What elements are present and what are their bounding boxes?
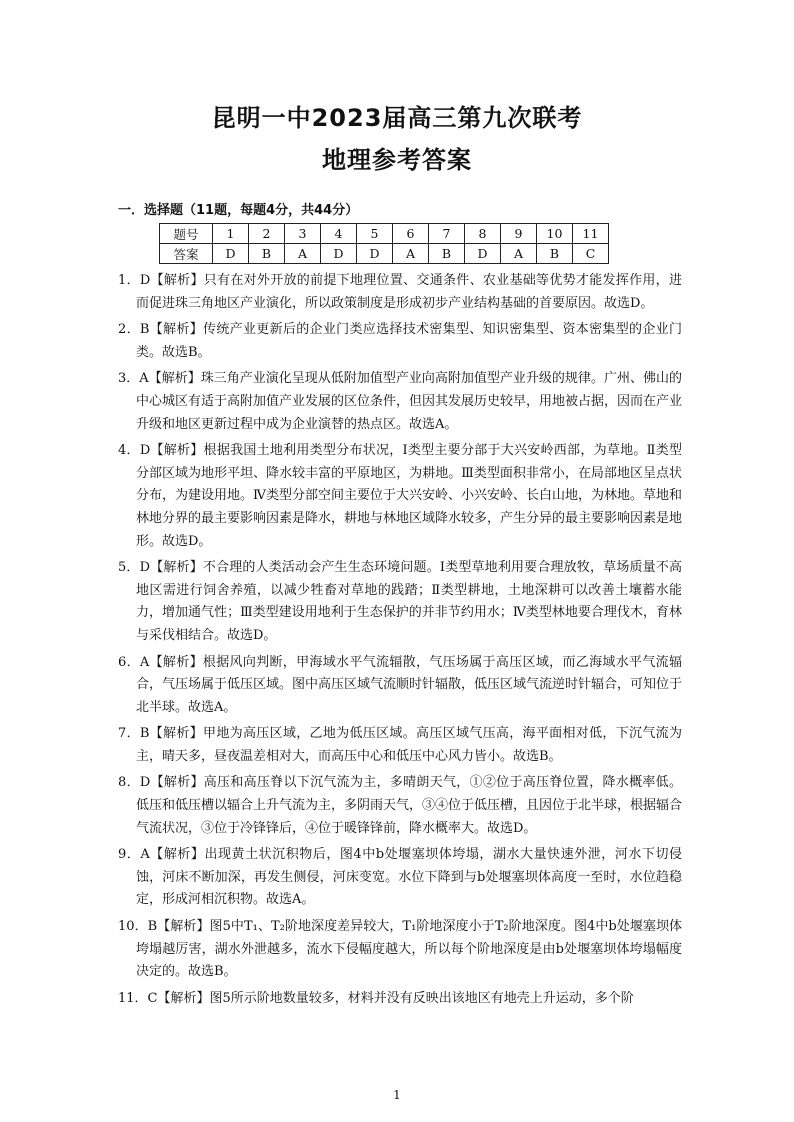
question-number-cell: 1 (213, 224, 249, 244)
explanation-item (118, 652, 682, 720)
answer-cell: A (393, 244, 429, 264)
question-number-cell: 3 (285, 224, 321, 244)
answer-cell: A (501, 244, 537, 264)
answer-cell: B (429, 244, 465, 264)
explanation-item (118, 916, 682, 984)
explanation-item (118, 319, 682, 364)
explanation-item (118, 988, 682, 1011)
page-number: 1 (393, 1088, 401, 1102)
question-number-cell: 6 (393, 224, 429, 244)
answer-cell: D (321, 244, 357, 264)
question-number-cell: 2 (249, 224, 285, 244)
answer-cell: D (213, 244, 249, 264)
answer-cell: D (465, 244, 501, 264)
question-number-cell: 8 (465, 224, 501, 244)
item-text: B【解析】传统产业更新后的企业门类应选择技术密集型、知识密集型、资本密集型的企业门类。故选B。 (136, 322, 682, 360)
item-number: 6． (118, 654, 140, 670)
answer-explanations (118, 270, 682, 1014)
question-number-cell: 9 (501, 224, 537, 244)
item-text: B【解析】甲地为高压区域，乙地为低压区域。高压区域气压高，海平面相对低，下沉气流为主，晴天多，昼夜温差相对大，而高压中心和低压中心风力皆小。故选B。 (136, 726, 682, 764)
item-text: C【解析】图5所示阶地数量较多，材料并没有反映出该地区有地壳上升运动，多个阶 (147, 990, 634, 1006)
answer-table-answer-row (160, 244, 609, 264)
item-number: 7． (118, 726, 140, 742)
header-label-cell: 题号 (160, 224, 213, 244)
answer-cell: A (285, 244, 321, 264)
answer-cell: D (357, 244, 393, 264)
item-text: D【解析】不合理的人类活动会产生生态环境问题。Ⅰ类型草地利用要合理放牧，草场质量不高地区需进行饲舍养殖，以减少牲畜对草地的践踏；Ⅱ类型耕地，土地深耕可以改善土壤蓄水能力，增加通气性；Ⅲ类型建设用地利于生态保护的并非节约用水；Ⅳ类型林地要合理伐木，育林与采伐相结合。故选D。 (136, 560, 682, 643)
item-number: 11． (118, 990, 148, 1006)
answer-cell: C (573, 244, 609, 264)
question-number-cell: 11 (573, 224, 609, 244)
item-text: A【解析】根据风向判断，甲海域水平气流辐散，气压场属于高压区域，而乙海域水平气流辐合，气压场属于低压区域。图中高压区域气流顺时针辐散，低压区域气流逆时针辐合，可知位于北半球。故选A。 (136, 654, 683, 715)
explanation-item (118, 772, 682, 840)
item-number: 8． (118, 775, 140, 791)
section-title: 一．选择题（11题，每题4分，共44分） (118, 203, 359, 218)
explanation-item (118, 440, 682, 553)
item-number: 5． (118, 560, 140, 576)
item-text: A【解析】出现黄土状沉积物后，图4中b处堰塞坝体垮塌，湖水大量快速外泄，河水下切侵蚀，河床不断加深，再发生侧侵，河床变宽。水位下降到与b处堰塞坝体高度一至时，水位趋稳定，形成河相沉积物。故选A。 (136, 847, 682, 908)
document-title: 昆明一中2023届高三第九次联考 (211, 104, 583, 132)
item-number: 1． (118, 273, 140, 288)
item-text: D【解析】只有在对外开放的前提下地理位置、交通条件、农业基础等优势才能发挥作用，进而促进珠三角地区产业演化，所以政策制度是形成初步产业结构基础的首要原因。故选D。 (136, 273, 682, 311)
answer-cell: B (537, 244, 573, 264)
explanation-item (118, 844, 682, 912)
answer-table (159, 223, 609, 264)
explanation-item (118, 270, 682, 315)
question-number-cell: 7 (429, 224, 465, 244)
item-text: A【解析】珠三角产业演化呈现从低附加值型产业向高附加值型产业升级的规律。广州、佛山的中心城区有适于高附加值产业发展的区位条件，但因其发展历史较早，用地被占据，因而在产业升级和地区更新过程中成为企业演替的热点区。故选A。 (136, 371, 683, 432)
item-text: B【解析】图5中T₁、T₂阶地深度差异较大，T₁阶地深度小于T₂阶地深度。图4中b处堰塞坝体垮塌越厉害，湖水外泄越多，流水下侵幅度越大，所以每个阶地深度是由b处堰塞坝体垮塌幅度决定的。故选B。 (136, 919, 683, 980)
item-number: 4． (118, 443, 140, 459)
item-text: D【解析】根据我国土地利用类型分布状况，Ⅰ类型主要分部于大兴安岭西部，为草地。Ⅱ类型分部区域为地形平坦、降水较丰富的平原地区，为耕地。Ⅲ类型面积非常小，在局部地区呈点状分布，为建设用地。Ⅳ类型分部空间主要位于大兴安岭、小兴安岭、长白山地，为林地。草地和林地分界的最主要影响因素是降水，耕地与林地区域降水较多，产生分异的最主要影响因素是地形。故选D。 (136, 443, 683, 549)
answer-label-cell: 答案 (160, 244, 213, 264)
question-number-cell: 5 (357, 224, 393, 244)
item-text: D【解析】高压和高压脊以下沉气流为主，多晴朗天气，①②位于高压脊位置，降水概率低。低压和低压槽以辐合上升气流为主，多阴雨天气，③④位于低压槽，且因位于北半球，根据辐合气流状况，③位于冷锋锋后，④位于暖锋锋前，降水概率大。故选D。 (136, 775, 683, 836)
document-subtitle: 地理参考答案 (322, 146, 472, 174)
answer-cell: B (249, 244, 285, 264)
explanation-item (118, 557, 682, 647)
item-number: 9． (118, 847, 141, 863)
explanation-item (118, 723, 682, 768)
answer-table-header-row (160, 224, 609, 244)
item-number: 10． (118, 919, 148, 935)
question-number-cell: 4 (321, 224, 357, 244)
explanation-item (118, 368, 682, 436)
question-number-cell: 10 (537, 224, 573, 244)
item-number: 3． (118, 371, 140, 387)
item-number: 2． (118, 322, 140, 338)
